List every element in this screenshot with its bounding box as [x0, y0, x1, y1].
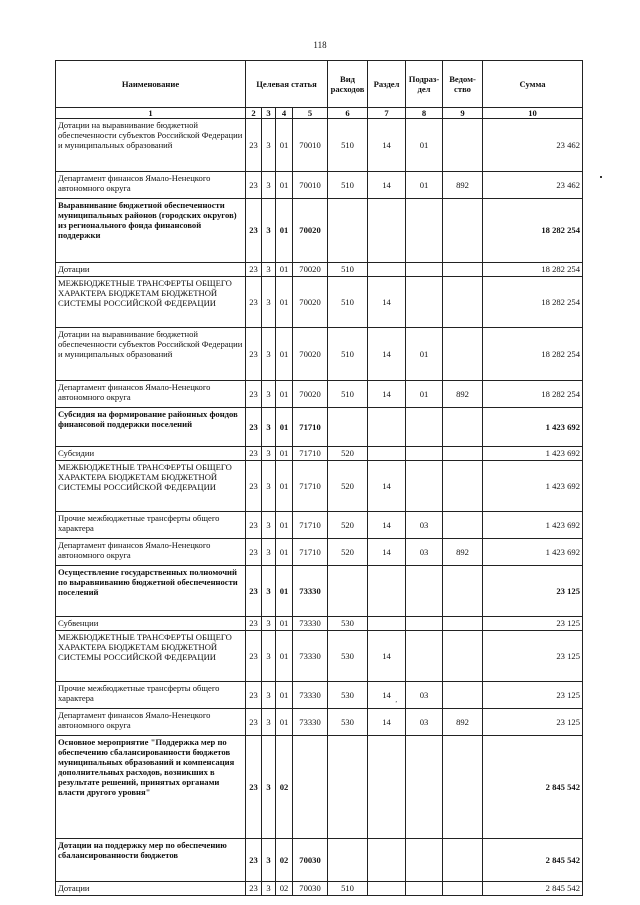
- target-code-1: 23: [246, 263, 262, 277]
- target-code-4: 70020: [293, 328, 328, 381]
- target-code-2: 3: [262, 119, 276, 172]
- page-number: 118: [313, 40, 327, 50]
- target-code-3: 01: [276, 447, 293, 461]
- scan-mark: ʼ: [395, 700, 398, 708]
- target-code-2: 3: [262, 408, 276, 447]
- target-code-1: 23: [246, 539, 262, 566]
- expense-type-code: 530: [328, 709, 368, 736]
- expense-type-code: 510: [328, 277, 368, 328]
- target-code-4: 71710: [293, 539, 328, 566]
- row-sum: 1 423 692: [483, 512, 583, 539]
- target-code-4: 71710: [293, 408, 328, 447]
- subsection-code: [406, 277, 443, 328]
- target-code-3: 01: [276, 328, 293, 381]
- target-code-1: 23: [246, 631, 262, 682]
- row-sum: 23 125: [483, 709, 583, 736]
- section-code: [368, 263, 406, 277]
- row-name: Дотации на поддержку мер по обеспечению сбалансированности бюджетов: [56, 839, 246, 882]
- row-name: Выравнивание бюджетной обеспеченности муниципальных районов (городских округов) из регионального фонда финансовой поддержки: [56, 199, 246, 263]
- row-name: Субсидия на формирование районных фондов финансовой поддержки поселений: [56, 408, 246, 447]
- expense-type-code: 510: [328, 328, 368, 381]
- department-code: [443, 682, 483, 709]
- expense-type-code: 510: [328, 263, 368, 277]
- target-code-2: 3: [262, 631, 276, 682]
- department-code: [443, 631, 483, 682]
- department-code: [443, 328, 483, 381]
- department-code: 892: [443, 539, 483, 566]
- subsection-code: 01: [406, 119, 443, 172]
- target-code-4: 73330: [293, 617, 328, 631]
- row-name: Дотации: [56, 263, 246, 277]
- budget-table: [55, 60, 583, 896]
- target-code-1: 23: [246, 736, 262, 839]
- section-code: 14: [368, 709, 406, 736]
- target-code-1: 23: [246, 408, 262, 447]
- target-code-3: 01: [276, 277, 293, 328]
- target-code-4: 71710: [293, 512, 328, 539]
- row-name: Дотации на выравнивание бюджетной обеспеченности субъектов Российской Федерации и муниципальных образований: [56, 119, 246, 172]
- expense-type-code: [328, 839, 368, 882]
- section-code: 14: [368, 539, 406, 566]
- table-row: [56, 172, 583, 199]
- target-code-2: 3: [262, 539, 276, 566]
- row-name: Субсидии: [56, 447, 246, 461]
- row-sum: 18 282 254: [483, 277, 583, 328]
- subsection-code: [406, 263, 443, 277]
- row-name: Дотации: [56, 882, 246, 896]
- row-sum: 23 125: [483, 682, 583, 709]
- target-code-2: 3: [262, 263, 276, 277]
- section-code: 14: [368, 461, 406, 512]
- department-code: 892: [443, 709, 483, 736]
- section-code: 14: [368, 172, 406, 199]
- table-row: [56, 709, 583, 736]
- expense-type-code: [328, 408, 368, 447]
- department-code: [443, 566, 483, 617]
- expense-type-code: 520: [328, 539, 368, 566]
- target-code-3: 01: [276, 617, 293, 631]
- row-sum: 1 423 692: [483, 408, 583, 447]
- target-code-3: 01: [276, 199, 293, 263]
- row-name: МЕЖБЮДЖЕТНЫЕ ТРАНСФЕРТЫ ОБЩЕГО ХАРАКТЕРА БЮДЖЕТАМ БЮДЖЕТНОЙ СИСТЕМЫ РОССИЙСКОЙ ФЕДЕРАЦИИ: [56, 461, 246, 512]
- row-name: Департамент финансов Ямало-Ненецкого автономного округа: [56, 539, 246, 566]
- subsection-code: 03: [406, 709, 443, 736]
- section-code: 14: [368, 328, 406, 381]
- row-sum: 18 282 254: [483, 199, 583, 263]
- target-code-3: 01: [276, 512, 293, 539]
- target-code-3: 02: [276, 839, 293, 882]
- target-code-1: 23: [246, 709, 262, 736]
- table-row: [56, 119, 583, 172]
- subsection-code: [406, 617, 443, 631]
- header-subsection: Подраз-дел: [406, 61, 443, 108]
- section-code: [368, 882, 406, 896]
- department-code: [443, 447, 483, 461]
- department-code: [443, 119, 483, 172]
- row-sum: 18 282 254: [483, 328, 583, 381]
- row-sum: 1 423 692: [483, 447, 583, 461]
- target-code-3: 01: [276, 682, 293, 709]
- expense-type-code: [328, 199, 368, 263]
- target-code-2: 3: [262, 839, 276, 882]
- subsection-code: 03: [406, 682, 443, 709]
- section-code: [368, 566, 406, 617]
- table-row: [56, 736, 583, 839]
- row-name: Осуществление государственных полномочий по выравниванию бюджетной обеспеченности поселений: [56, 566, 246, 617]
- target-code-3: 01: [276, 631, 293, 682]
- subsection-code: 01: [406, 328, 443, 381]
- subsection-code: 03: [406, 539, 443, 566]
- target-code-2: 3: [262, 682, 276, 709]
- column-number: 1: [56, 108, 246, 119]
- column-number: 8: [406, 108, 443, 119]
- target-code-1: 23: [246, 882, 262, 896]
- target-code-4: 71710: [293, 461, 328, 512]
- expense-type-code: 520: [328, 461, 368, 512]
- section-code: 14: [368, 631, 406, 682]
- target-code-3: 01: [276, 381, 293, 408]
- department-code: [443, 277, 483, 328]
- table-row: [56, 566, 583, 617]
- target-code-1: 23: [246, 447, 262, 461]
- target-code-2: 3: [262, 199, 276, 263]
- section-code: 14: [368, 119, 406, 172]
- target-code-4: 73330: [293, 566, 328, 617]
- target-code-1: 23: [246, 277, 262, 328]
- header-expense-type: Вид расходов: [328, 61, 368, 108]
- target-code-2: 3: [262, 172, 276, 199]
- row-sum: 2 845 542: [483, 736, 583, 839]
- target-code-3: 01: [276, 119, 293, 172]
- expense-type-code: 530: [328, 617, 368, 631]
- column-number: 4: [276, 108, 293, 119]
- subsection-code: 01: [406, 381, 443, 408]
- row-name: Департамент финансов Ямало-Ненецкого автономного округа: [56, 172, 246, 199]
- table-row: [56, 882, 583, 896]
- section-code: [368, 199, 406, 263]
- row-name: Основное мероприятие "Поддержка мер по обеспечению сбалансированности бюджетов муниципальных образований и компенсация дополнительных расходов, возникших в результате решений, принятых органами власти другого уровня": [56, 736, 246, 839]
- target-code-4: 70030: [293, 882, 328, 896]
- target-code-4: 70020: [293, 277, 328, 328]
- table-row: [56, 381, 583, 408]
- target-code-3: 02: [276, 882, 293, 896]
- subsection-code: [406, 882, 443, 896]
- row-name: МЕЖБЮДЖЕТНЫЕ ТРАНСФЕРТЫ ОБЩЕГО ХАРАКТЕРА БЮДЖЕТАМ БЮДЖЕТНОЙ СИСТЕМЫ РОССИЙСКОЙ ФЕДЕРАЦИИ: [56, 631, 246, 682]
- department-code: [443, 882, 483, 896]
- subsection-code: [406, 447, 443, 461]
- target-code-2: 3: [262, 447, 276, 461]
- expense-type-code: 520: [328, 447, 368, 461]
- target-code-1: 23: [246, 512, 262, 539]
- row-name: Субвенции: [56, 617, 246, 631]
- section-code: [368, 617, 406, 631]
- row-sum: 18 282 254: [483, 263, 583, 277]
- section-code: 14: [368, 512, 406, 539]
- target-code-3: 02: [276, 736, 293, 839]
- target-code-1: 23: [246, 381, 262, 408]
- target-code-2: 3: [262, 328, 276, 381]
- subsection-code: [406, 461, 443, 512]
- row-sum: 2 845 542: [483, 839, 583, 882]
- subsection-code: 01: [406, 172, 443, 199]
- target-code-2: 3: [262, 461, 276, 512]
- header-name: Наименование: [56, 61, 246, 108]
- row-sum: 1 423 692: [483, 539, 583, 566]
- subsection-code: [406, 566, 443, 617]
- row-sum: 23 462: [483, 172, 583, 199]
- header-department: Ведом-ство: [443, 61, 483, 108]
- row-name: Департамент финансов Ямало-Ненецкого автономного округа: [56, 709, 246, 736]
- row-sum: 23 125: [483, 631, 583, 682]
- department-code: 892: [443, 381, 483, 408]
- target-code-4: 70030: [293, 839, 328, 882]
- table-row: [56, 461, 583, 512]
- row-sum: 1 423 692: [483, 461, 583, 512]
- expense-type-code: 530: [328, 631, 368, 682]
- target-code-3: 01: [276, 539, 293, 566]
- table-row: [56, 839, 583, 882]
- header-section: Раздел: [368, 61, 406, 108]
- target-code-4: 70010: [293, 119, 328, 172]
- table-row: [56, 199, 583, 263]
- section-code: [368, 408, 406, 447]
- target-code-3: 01: [276, 461, 293, 512]
- table-row: [56, 408, 583, 447]
- expense-type-code: 510: [328, 381, 368, 408]
- department-code: [443, 263, 483, 277]
- header-row: [56, 61, 583, 108]
- target-code-4: 70020: [293, 381, 328, 408]
- section-code: 14: [368, 381, 406, 408]
- target-code-4: 71710: [293, 447, 328, 461]
- table-row: [56, 263, 583, 277]
- subsection-code: [406, 736, 443, 839]
- subsection-code: [406, 839, 443, 882]
- table-row: [56, 682, 583, 709]
- target-code-4: 70020: [293, 199, 328, 263]
- target-code-1: 23: [246, 617, 262, 631]
- column-number: 6: [328, 108, 368, 119]
- section-code: [368, 839, 406, 882]
- expense-type-code: [328, 736, 368, 839]
- target-code-3: 01: [276, 566, 293, 617]
- header-sum: Сумма: [483, 61, 583, 108]
- target-code-3: 01: [276, 408, 293, 447]
- subsection-code: [406, 631, 443, 682]
- target-code-1: 23: [246, 119, 262, 172]
- department-code: [443, 617, 483, 631]
- scan-mark: [600, 176, 602, 178]
- column-number: 3: [262, 108, 276, 119]
- row-sum: 2 845 542: [483, 882, 583, 896]
- column-number: 5: [293, 108, 328, 119]
- department-code: [443, 461, 483, 512]
- expense-type-code: [328, 566, 368, 617]
- target-code-3: 01: [276, 263, 293, 277]
- table-row: [56, 631, 583, 682]
- target-code-1: 23: [246, 682, 262, 709]
- expense-type-code: 510: [328, 172, 368, 199]
- target-code-4: [293, 736, 328, 839]
- table-row: [56, 277, 583, 328]
- target-code-2: 3: [262, 709, 276, 736]
- expense-type-code: 520: [328, 512, 368, 539]
- row-sum: 18 282 254: [483, 381, 583, 408]
- table-row: [56, 328, 583, 381]
- department-code: [443, 199, 483, 263]
- row-sum: 23 125: [483, 566, 583, 617]
- expense-type-code: 510: [328, 119, 368, 172]
- target-code-2: 3: [262, 277, 276, 328]
- target-code-1: 23: [246, 566, 262, 617]
- section-code: 14: [368, 277, 406, 328]
- target-code-2: 3: [262, 512, 276, 539]
- target-code-4: 70020: [293, 263, 328, 277]
- subsection-code: [406, 408, 443, 447]
- expense-type-code: 530: [328, 682, 368, 709]
- row-name: Дотации на выравнивание бюджетной обеспеченности субъектов Российской Федерации и муниципальных образований: [56, 328, 246, 381]
- target-code-2: 3: [262, 736, 276, 839]
- target-code-4: 70010: [293, 172, 328, 199]
- target-code-2: 3: [262, 381, 276, 408]
- target-code-1: 23: [246, 199, 262, 263]
- expense-type-code: 510: [328, 882, 368, 896]
- row-name: Прочие межбюджетные трансферты общего характера: [56, 682, 246, 709]
- table-row: [56, 512, 583, 539]
- row-name: Департамент финансов Ямало-Ненецкого автономного округа: [56, 381, 246, 408]
- table-row: [56, 539, 583, 566]
- column-number-row: [56, 108, 583, 119]
- target-code-1: 23: [246, 328, 262, 381]
- target-code-1: 23: [246, 172, 262, 199]
- table-row: [56, 447, 583, 461]
- subsection-code: [406, 199, 443, 263]
- department-code: [443, 408, 483, 447]
- department-code: 892: [443, 172, 483, 199]
- column-number: 10: [483, 108, 583, 119]
- target-code-3: 01: [276, 172, 293, 199]
- target-code-4: 73330: [293, 631, 328, 682]
- target-code-1: 23: [246, 839, 262, 882]
- column-number: 2: [246, 108, 262, 119]
- department-code: [443, 736, 483, 839]
- row-name: МЕЖБЮДЖЕТНЫЕ ТРАНСФЕРТЫ ОБЩЕГО ХАРАКТЕРА БЮДЖЕТАМ БЮДЖЕТНОЙ СИСТЕМЫ РОССИЙСКОЙ ФЕДЕРАЦИИ: [56, 277, 246, 328]
- target-code-2: 3: [262, 882, 276, 896]
- column-number: 9: [443, 108, 483, 119]
- target-code-2: 3: [262, 617, 276, 631]
- target-code-2: 3: [262, 566, 276, 617]
- row-sum: 23 125: [483, 617, 583, 631]
- target-code-1: 23: [246, 461, 262, 512]
- row-name: Прочие межбюджетные трансферты общего характера: [56, 512, 246, 539]
- department-code: [443, 839, 483, 882]
- row-sum: 23 462: [483, 119, 583, 172]
- target-code-4: 73330: [293, 682, 328, 709]
- section-code: [368, 736, 406, 839]
- header-target: Целевая статья: [246, 61, 328, 108]
- section-code: [368, 447, 406, 461]
- subsection-code: 03: [406, 512, 443, 539]
- department-code: [443, 512, 483, 539]
- target-code-3: 01: [276, 709, 293, 736]
- section-code: 14: [368, 682, 406, 709]
- column-number: 7: [368, 108, 406, 119]
- table-row: [56, 617, 583, 631]
- target-code-4: 73330: [293, 709, 328, 736]
